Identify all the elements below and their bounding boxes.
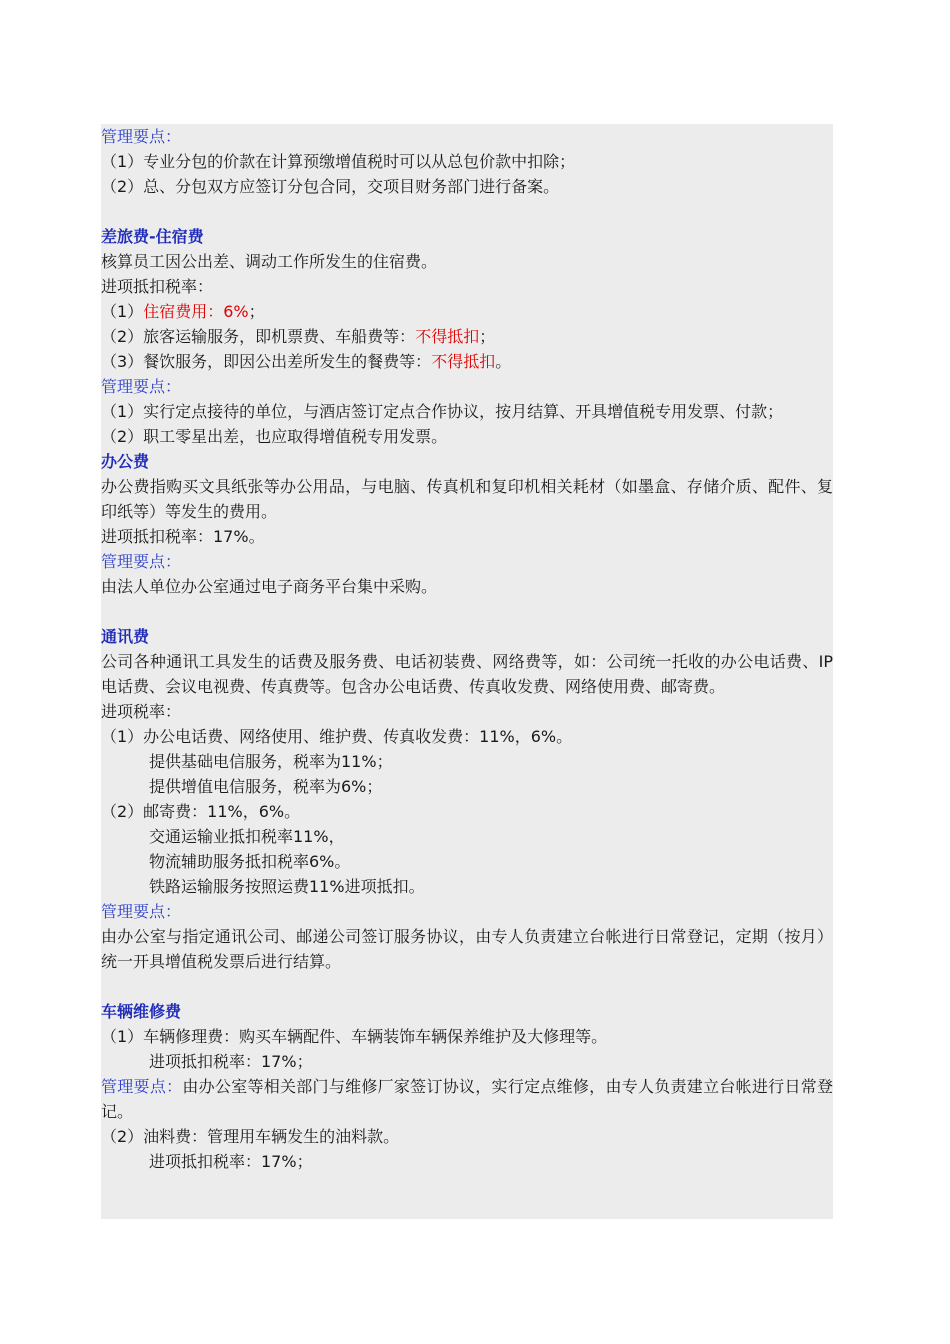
- spacer: [101, 974, 833, 999]
- spacer: [101, 599, 833, 624]
- paragraph: 公司各种通讯工具发生的话费及服务费、电话初装费、网络费等，如：公司统一托收的办公电话费、IP电话费、会议电视费、传真费等。包含办公电话费、传真收发费、网络使用费、邮寄费。: [101, 652, 833, 696]
- paragraph: （1）实行定点接待的单位，与酒店签订定点合作协议，按月结算、开具增值税专用发票、付款；: [101, 402, 784, 421]
- rate-subitem: 交通运输业抵扣税率11%，: [149, 827, 345, 846]
- paragraph: 办公费指购买文具纸张等办公用品，与电脑、传真机和复印机相关耗材（如墨盒、存储介质、配件、复印纸等）等发生的费用。: [101, 477, 833, 521]
- paragraph: （1）专业分包的价款在计算预缴增值税时可以从总包价款中扣除；: [101, 152, 576, 171]
- mgmt-label: 管理要点：: [101, 1077, 183, 1096]
- rate-prefix: （3）餐饮服务，即因公出差所发生的餐费等：: [101, 352, 432, 371]
- spacer: [101, 199, 833, 224]
- paragraph: 由法人单位办公室通过电子商务平台集中采购。: [101, 577, 438, 596]
- rate-prefix: （1）: [101, 302, 144, 321]
- highlight-text: 不得抵扣: [431, 352, 496, 371]
- rate-subitem: 铁路运输服务按照运费11%进项抵扣。: [149, 877, 425, 896]
- paragraph: （2）职工零星出差，也应取得增值税专用发票。: [101, 427, 448, 446]
- section-heading-vehicle: 车辆维修费: [101, 1002, 182, 1021]
- rate-item: （2）邮寄费：11%，6%。: [101, 802, 301, 821]
- rate-subitem: 进项抵扣税率：17%；: [149, 1052, 313, 1071]
- paragraph: [101, 1074, 833, 1124]
- rate-item: [101, 299, 833, 324]
- rate-item: （1）办公电话费、网络使用、维护费、传真收发费：11%，6%。: [101, 727, 573, 746]
- rate-subitem: 提供增值电信服务，税率为6%；: [149, 777, 383, 796]
- rate-subitem: 提供基础电信服务，税率为11%；: [149, 752, 393, 771]
- rate-item: [101, 324, 833, 349]
- document-page: [101, 124, 833, 1219]
- paragraph: 进项抵扣税率：17%。: [101, 527, 265, 546]
- highlight-text: 不得抵扣: [415, 327, 480, 346]
- rate-suffix: ；: [248, 302, 265, 321]
- mgmt-text: 由办公室等相关部门与维修厂家签订协议，实行定点维修，由专人负责建立台帐进行日常登记。: [101, 1077, 833, 1121]
- rate-item: （1）车辆修理费：购买车辆配件、车辆装饰车辆保养维护及大修理等。: [101, 1027, 608, 1046]
- mgmt-label: 管理要点：: [101, 552, 182, 571]
- rate-subitem: 进项抵扣税率：17%；: [149, 1152, 313, 1171]
- rate-suffix: 。: [495, 352, 512, 371]
- section-heading-travel: 差旅费-住宿费: [101, 227, 204, 246]
- rate-suffix: ；: [479, 327, 496, 346]
- mgmt-label: 管理要点：: [101, 902, 182, 921]
- rate-label: 进项抵扣税率：: [101, 277, 214, 296]
- mgmt-label: 管理要点：: [101, 377, 182, 396]
- highlight-text: 住宿费用：6%: [143, 302, 249, 321]
- rate-subitem: 物流辅助服务抵扣税率6%。: [149, 852, 351, 871]
- rate-item: （2）油料费：管理用车辆发生的油料款。: [101, 1127, 400, 1146]
- section-heading-telecom: 通讯费: [101, 627, 150, 646]
- rate-item: [101, 349, 833, 374]
- paragraph: 核算员工因公出差、调动工作所发生的住宿费。: [101, 252, 438, 271]
- rate-label: 进项税率：: [101, 702, 182, 721]
- mgmt-label: 管理要点：: [101, 127, 182, 146]
- paragraph: （2）总、分包双方应签订分包合同，交项目财务部门进行备案。: [101, 177, 560, 196]
- section-heading-office: 办公费: [101, 452, 150, 471]
- paragraph: 由办公室与指定通讯公司、邮递公司签订服务协议，由专人负责建立台帐进行日常登记，定期（按月）统一开具增值税发票后进行结算。: [101, 927, 833, 971]
- rate-prefix: （2）旅客运输服务，即机票费、车船费等：: [101, 327, 416, 346]
